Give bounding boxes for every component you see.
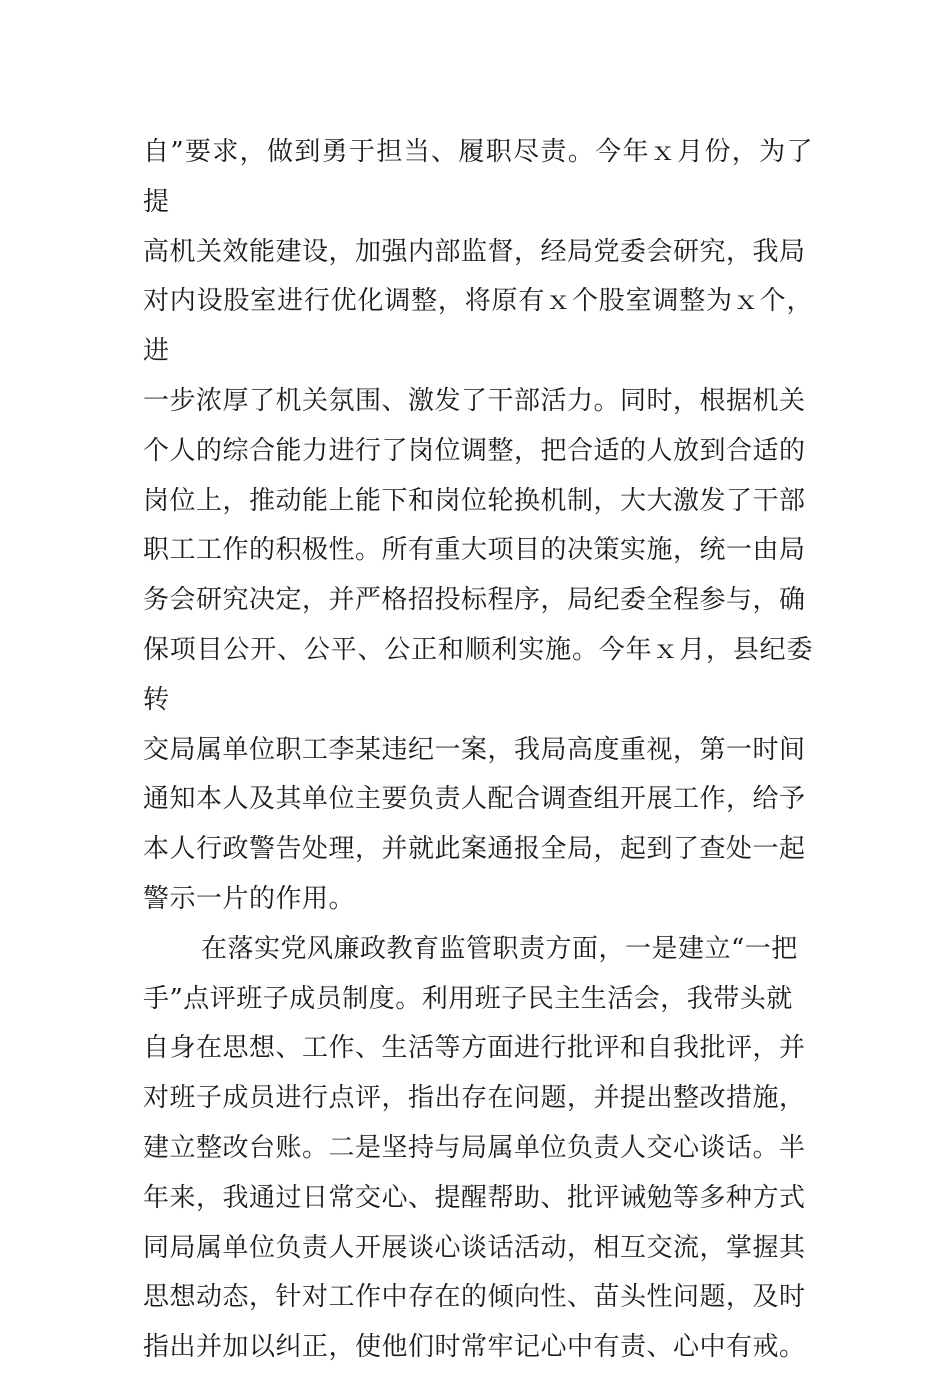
- paragraph-1: 自”要求，做到勇于担当、履职尽责。今年ｘ月份，为了提 高机关效能建设，加强内部监督，经局党委会研究，我局 对内设股室进行优化调整，将原有ｘ个股室调整为ｘ个，进 一步浓厚了机关氛围、激发了干部活力。同时，根据机关 个人的综合能力进行了岗位调整，把合适的人放到合适的 岗位上，推动能上能下和岗位轮换机制，大大激发了干部 职工工作的积极性。所有重大项目的决策实施，统一由局 务会研究决定，并严格招投标程序，局纪委全程参与，确 保项目公开、公平、公正和顺利实施。今年ｘ月，县纪委转 交局属单位职工李某违纪一案，我局高度重视，第一时间 通知本人及其单位主要负责人配合调查组开展工作，给予 本人行政警告处理，并就此案通报全局，起到了查处一起 警示一片的作用。: [143, 137, 813, 914]
- document-body: [143, 128, 813, 1373]
- paragraph-2: 在落实党风廉政教育监管职责方面，一是建立“一把 手”点评班子成员制度。利用班子民主生活会，我带头就 自身在思想、工作、生活等方面进行批评和自我批评，并 对班子成员进行点评，指出存在问题，并提出整改措施， 建立整改台账。二是坚持与局属单位负责人交心谈话。半 年来，我通过日常交心、提醒帮助、批评诫勉等多种方式 同局属单位负责人开展谈心谈话活动，相互交流，掌握其 思想动态，针对工作中存在的倾向性、苗头性问题，及时 指出并加以纠正，使他们时常牢记心中有责、心中有戒。: [143, 933, 806, 1363]
